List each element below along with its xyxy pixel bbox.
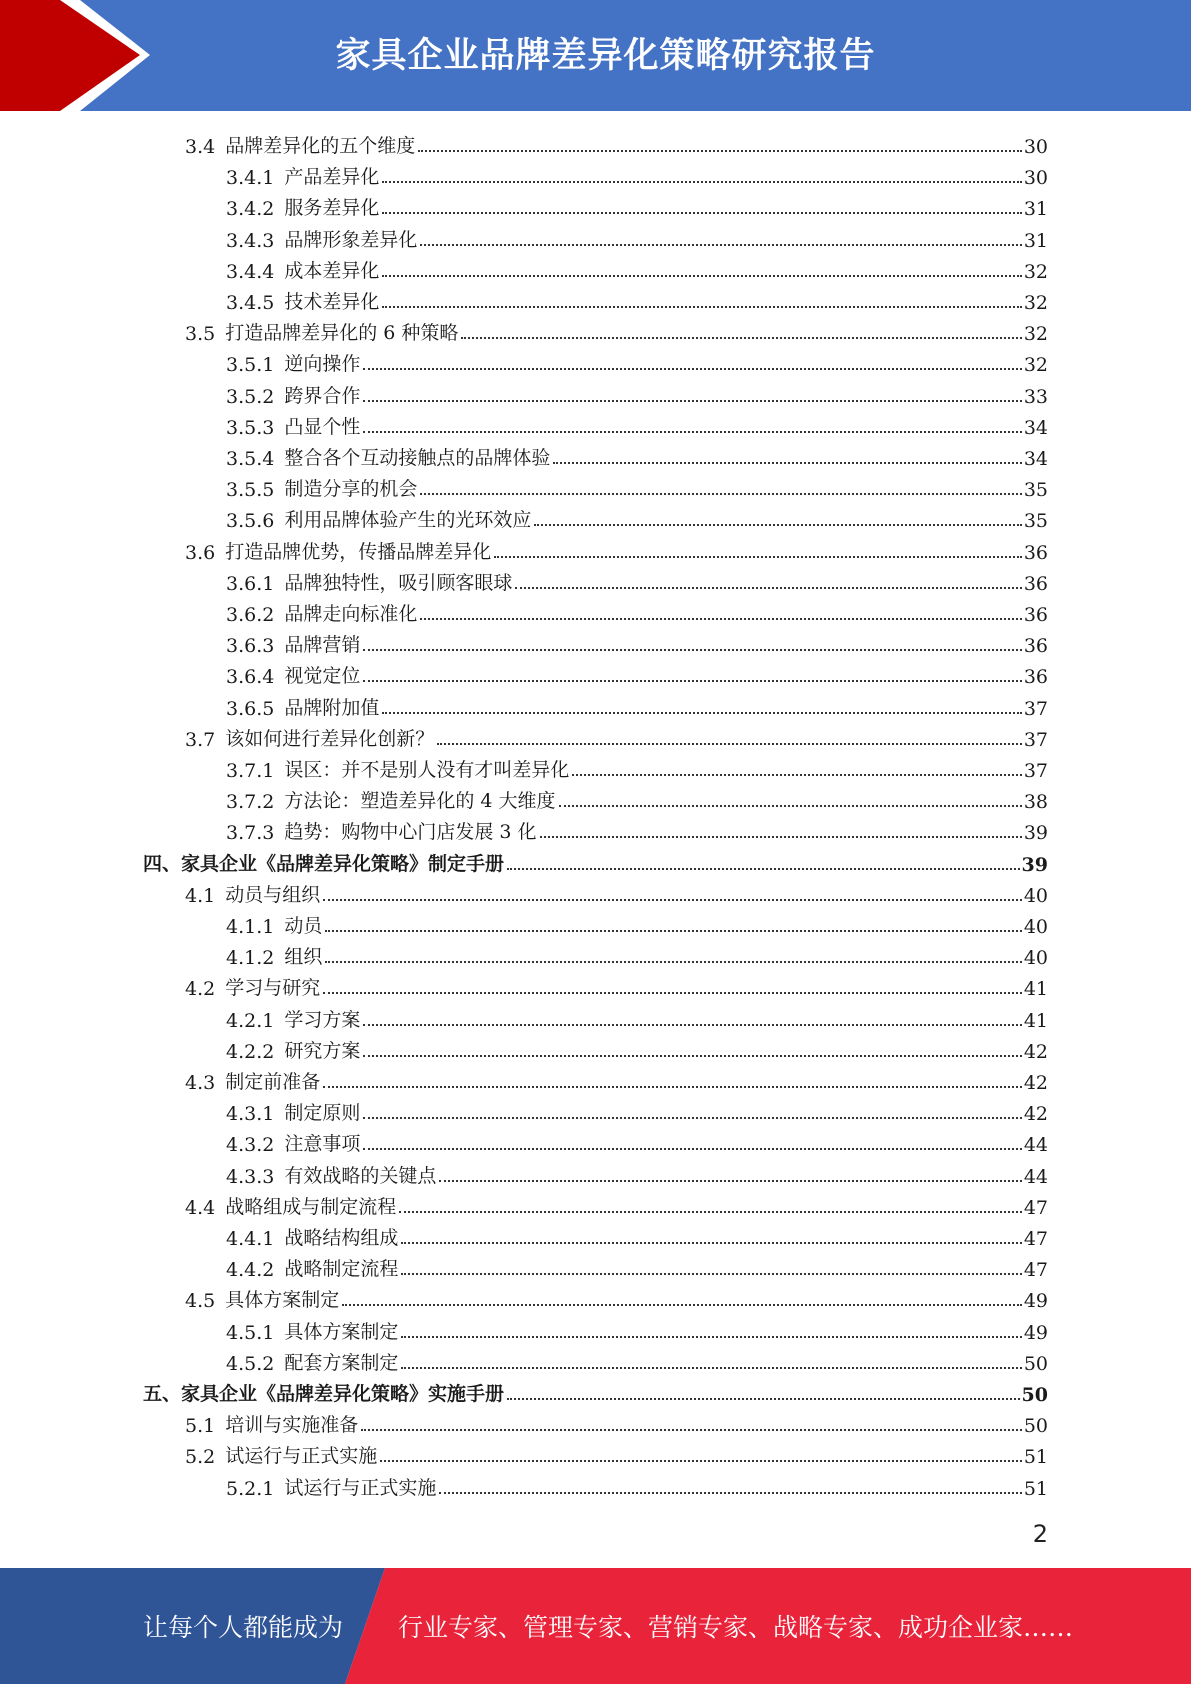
toc-dot-leader [401, 1242, 1021, 1244]
toc-entry-number: 3.4.2 [226, 198, 275, 221]
toc-entry-number: 3.6.5 [226, 697, 275, 720]
toc-entry-number: 4.1.1 [226, 916, 275, 938]
toc-entry-title: 品牌营销 [284, 634, 361, 657]
footer-slogan-left: 让每个人都能成为 [143, 1613, 344, 1642]
toc-entry-title: 具体方案制定 [284, 1320, 399, 1343]
toc-entry-number: 3.5 [185, 323, 216, 346]
toc-entry[interactable] [226, 689, 1048, 720]
toc-entry-title: 品牌差异化的五个维度 [225, 135, 416, 157]
toc-entry[interactable] [226, 1250, 1048, 1281]
toc-entry[interactable] [185, 1188, 1048, 1219]
toc-entry[interactable] [226, 345, 1048, 376]
toc-dot-leader [363, 431, 1021, 433]
toc-entry-page: 36 [1023, 572, 1048, 595]
toc-entry-number: 4.3 [185, 1072, 216, 1094]
toc-dot-leader [399, 1211, 1022, 1213]
toc-dot-leader [559, 805, 1022, 807]
document-title: 家具企业品牌差异化策略研究报告 [335, 36, 876, 76]
toc-entry-page: 47 [1023, 1259, 1048, 1282]
toc-entry-page: 41 [1023, 1009, 1048, 1032]
toc-entry-title: 趋势：购物中心门店发展 3 化 [284, 821, 537, 844]
toc-entry-page: 35 [1023, 479, 1048, 502]
toc-entry-page: 39 [1021, 853, 1048, 876]
toc-entry-number: 四、 [143, 852, 182, 875]
toc-entry[interactable] [226, 595, 1048, 626]
toc-dot-leader [382, 212, 1021, 214]
toc-entry-number: 3.6.1 [226, 572, 275, 595]
toc-entry-page: 36 [1023, 666, 1048, 689]
toc-entry[interactable] [226, 252, 1048, 283]
toc-entry[interactable] [185, 1063, 1048, 1094]
toc-entry[interactable] [226, 283, 1048, 314]
toc-entry-number: 3.7.3 [226, 822, 275, 845]
page-header [0, 0, 1191, 111]
toc-entry-number: 4.1 [185, 884, 216, 907]
toc-entry-number: 五、 [143, 1383, 182, 1405]
toc-entry[interactable] [226, 1469, 1048, 1500]
toc-dot-leader [361, 1429, 1022, 1431]
toc-entry-title: 品牌形象差异化 [284, 228, 418, 251]
toc-dot-leader [323, 992, 1022, 994]
toc-dot-leader [363, 1024, 1021, 1026]
toc-entry-number: 4.4 [185, 1196, 216, 1219]
toc-dot-leader [553, 462, 1021, 464]
toc-entry-title: 逆向操作 [284, 353, 361, 376]
toc-entry-page: 36 [1023, 604, 1048, 626]
toc-entry-number: 4.2 [185, 978, 216, 1001]
toc-entry[interactable] [226, 1313, 1048, 1344]
toc-entry-page: 50 [1023, 1352, 1048, 1375]
toc-entry-title: 打造品牌优势，传播品牌差异化 [225, 540, 492, 563]
toc-dot-leader [382, 181, 1021, 183]
toc-entry[interactable] [226, 408, 1048, 439]
toc-entry-title: 品牌附加值 [284, 696, 380, 719]
toc-entry[interactable] [226, 501, 1048, 532]
toc-dot-leader [363, 400, 1021, 402]
toc-dot-leader [439, 1180, 1021, 1182]
toc-dot-leader [507, 868, 1020, 870]
toc-dot-leader [382, 712, 1021, 714]
toc-entry-page: 51 [1023, 1446, 1048, 1469]
toc-entry[interactable] [226, 470, 1048, 501]
toc-entry[interactable] [185, 1406, 1048, 1437]
toc-entry-title: 战略结构组成 [284, 1227, 399, 1249]
toc-dot-leader [363, 1117, 1021, 1119]
toc-entry-page: 44 [1023, 1165, 1048, 1188]
toc-entry[interactable] [226, 158, 1048, 189]
toc-entry-title: 战略制定流程 [284, 1258, 399, 1281]
toc-entry-number: 3.7.2 [226, 791, 275, 814]
toc-entry-title: 视觉定位 [284, 665, 361, 688]
toc-entry-number: 4.5.2 [226, 1352, 275, 1375]
toc-entry-page: 33 [1023, 385, 1048, 408]
toc-entry-number: 4.4.2 [226, 1259, 275, 1282]
toc-entry-page: 42 [1023, 1040, 1048, 1063]
toc-entry-number: 3.5.4 [226, 448, 275, 470]
toc-dot-leader [325, 930, 1021, 932]
toc-dot-leader [534, 524, 1021, 526]
toc-dot-leader [420, 244, 1021, 246]
toc-entry-title: 培训与实施准备 [225, 1414, 359, 1437]
toc-entry-number: 3.4 [185, 136, 216, 158]
toc-entry-title: 产品差异化 [284, 166, 380, 189]
toc-entry-page: 34 [1023, 416, 1048, 439]
toc-entry-number: 3.4.1 [226, 167, 275, 190]
toc-entry-title: 学习与研究 [225, 977, 321, 1000]
toc-entry[interactable] [226, 1032, 1048, 1063]
toc-entry-title: 凸显个性 [284, 415, 361, 438]
toc-entry-title: 整合各个互动接触点的品牌体验 [284, 447, 551, 469]
toc-entry[interactable] [226, 938, 1048, 969]
toc-entry-number: 5.1 [185, 1415, 216, 1438]
toc-entry-title: 学习方案 [284, 1008, 361, 1031]
toc-entry-page: 51 [1023, 1477, 1048, 1500]
toc-entry-title: 品牌独特性，吸引顾客眼球 [284, 571, 513, 594]
toc-dot-leader [507, 1398, 1020, 1400]
toc-dot-leader [363, 680, 1021, 682]
toc-entry-page: 31 [1023, 229, 1048, 252]
toc-dot-leader [380, 1460, 1022, 1462]
toc-entry-title: 该如何进行差异化创新？ [225, 727, 435, 750]
toc-entry[interactable] [226, 564, 1048, 595]
toc-entry-title: 跨界合作 [284, 384, 361, 407]
toc-entry-number: 3.6 [185, 541, 216, 564]
toc-dot-leader [382, 306, 1021, 308]
toc-entry-title: 试运行与正式实施 [284, 1476, 437, 1499]
toc-entry-number: 3.4.3 [226, 229, 275, 252]
toc-entry[interactable] [226, 377, 1048, 408]
toc-entry-title: 配套方案制定 [284, 1351, 399, 1374]
toc-entry-page: 32 [1023, 323, 1048, 346]
toc-entry-number: 3.5.3 [226, 416, 275, 439]
toc-dot-leader [325, 961, 1021, 963]
toc-dot-leader [418, 150, 1022, 152]
toc-entry-title: 动员与组织 [225, 883, 321, 906]
page-number: 2 [1032, 1520, 1048, 1548]
toc-entry-title: 家具企业《品牌差异化策略》实施手册 [181, 1383, 505, 1405]
toc-entry-page: 40 [1023, 916, 1048, 938]
footer-slogan-right: 行业专家、管理专家、营销专家、战略专家、成功企业家…… [398, 1613, 1074, 1642]
toc-entry[interactable] [226, 657, 1048, 688]
toc-entry[interactable] [185, 969, 1048, 1000]
toc-dot-leader [515, 587, 1021, 589]
toc-entry-page: 37 [1023, 728, 1048, 751]
toc-entry-number: 4.1.2 [226, 947, 275, 970]
toc-entry[interactable] [226, 1001, 1048, 1032]
toc-entry[interactable] [185, 127, 1048, 158]
toc-entry-title: 有效战略的关键点 [284, 1164, 437, 1187]
toc-dot-leader [342, 1304, 1022, 1306]
toc-entry-page: 32 [1023, 354, 1048, 377]
toc-entry-page: 38 [1023, 791, 1048, 814]
toc-entry-title: 成本差异化 [284, 259, 380, 282]
toc-chapter-entry[interactable] [143, 845, 1048, 876]
toc-entry[interactable] [226, 1157, 1048, 1188]
toc-entry[interactable] [226, 813, 1048, 844]
toc-dot-leader [439, 1492, 1021, 1494]
toc-dot-leader [461, 337, 1021, 339]
toc-entry-page: 40 [1023, 947, 1048, 970]
toc-entry-title: 动员 [284, 915, 323, 937]
toc-entry-title: 具体方案制定 [225, 1289, 340, 1312]
toc-chapter-entry[interactable] [143, 1375, 1048, 1406]
toc-entry[interactable] [185, 1281, 1048, 1312]
toc-entry-page: 36 [1023, 541, 1048, 564]
toc-entry-number: 3.5.6 [226, 510, 275, 533]
toc-entry-page: 47 [1023, 1228, 1048, 1250]
toc-entry-number: 4.2.1 [226, 1009, 275, 1032]
toc-entry-title: 品牌走向标准化 [284, 603, 418, 625]
toc-entry-page: 37 [1023, 697, 1048, 720]
toc-entry-page: 41 [1023, 978, 1048, 1001]
toc-entry[interactable] [185, 314, 1048, 345]
toc-dot-leader [420, 618, 1021, 620]
toc-dot-leader [420, 493, 1021, 495]
toc-entry-number: 3.5.1 [226, 354, 275, 377]
toc-entry-number: 4.5.1 [226, 1321, 275, 1344]
toc-entry-page: 31 [1023, 198, 1048, 221]
toc-entry[interactable] [226, 626, 1048, 657]
toc-entry-page: 42 [1023, 1072, 1048, 1094]
toc-dot-leader [323, 1086, 1022, 1088]
toc-dot-leader [401, 1336, 1021, 1338]
toc-dot-leader [401, 1367, 1021, 1369]
toc-entry-number: 4.3.3 [226, 1165, 275, 1188]
toc-dot-leader [323, 899, 1022, 901]
toc-entry-page: 30 [1023, 136, 1048, 158]
toc-entry[interactable] [226, 782, 1048, 813]
toc-entry-page: 40 [1023, 884, 1048, 907]
toc-entry[interactable] [226, 1344, 1048, 1375]
toc-entry[interactable] [185, 876, 1048, 907]
page-footer [0, 1568, 1191, 1684]
toc-entry-number: 4.3.1 [226, 1103, 275, 1126]
toc-dot-leader [494, 556, 1022, 558]
toc-dot-leader [540, 836, 1022, 838]
toc-entry-page: 49 [1023, 1321, 1048, 1344]
toc-entry-title: 研究方案 [284, 1039, 361, 1062]
toc-entry-title: 制造分享的机会 [284, 478, 418, 501]
toc-entry-title: 组织 [284, 946, 323, 969]
toc-entry-page: 37 [1023, 760, 1048, 782]
toc-dot-leader [363, 368, 1021, 370]
toc-entry-title: 利用品牌体验产生的光环效应 [284, 509, 532, 532]
toc-entry-title: 服务差异化 [284, 197, 380, 220]
toc-dot-leader [363, 1055, 1021, 1057]
toc-entry-title: 家具企业《品牌差异化策略》制定手册 [181, 852, 505, 875]
toc-entry-page: 36 [1023, 635, 1048, 658]
toc-entry-title: 战略组成与制定流程 [225, 1195, 397, 1218]
toc-entry-page: 35 [1023, 510, 1048, 533]
toc-entry-title: 技术差异化 [284, 291, 380, 313]
toc-dot-leader [382, 275, 1021, 277]
toc-entry-number: 3.6.2 [226, 604, 275, 626]
toc-entry-number: 3.6.3 [226, 635, 275, 658]
toc-entry[interactable] [185, 533, 1048, 564]
toc-entry[interactable] [226, 1094, 1048, 1125]
toc-entry-number: 5.2.1 [226, 1477, 275, 1500]
toc-entry-page: 44 [1023, 1134, 1048, 1157]
toc-entry-page: 30 [1023, 167, 1048, 190]
toc-entry-number: 3.5.2 [226, 385, 275, 408]
toc-entry-title: 误区：并不是别人没有才叫差异化 [284, 759, 570, 781]
toc-entry-number: 3.4.5 [226, 292, 275, 314]
toc-entry-number: 5.2 [185, 1446, 216, 1469]
toc-entry-page: 50 [1023, 1415, 1048, 1438]
toc-entry-page: 39 [1023, 822, 1048, 845]
toc-entry[interactable] [226, 751, 1048, 782]
toc-entry[interactable] [226, 221, 1048, 252]
toc-dot-leader [401, 1273, 1021, 1275]
toc-entry-title: 试运行与正式实施 [225, 1445, 378, 1468]
toc-entry-page: 50 [1021, 1384, 1048, 1406]
toc-entry-number: 3.5.5 [226, 479, 275, 502]
toc-entry-page: 32 [1023, 292, 1048, 314]
toc-entry-page: 47 [1023, 1196, 1048, 1219]
toc-dot-leader [437, 743, 1022, 745]
toc-entry-page: 34 [1023, 448, 1048, 470]
toc-entry-number: 3.4.4 [226, 260, 275, 283]
toc-entry[interactable] [185, 720, 1048, 751]
toc-entry-title: 制定原则 [284, 1102, 361, 1125]
toc-entry[interactable] [185, 1437, 1048, 1468]
toc-dot-leader [363, 649, 1021, 651]
toc-entry-title: 方法论：塑造差异化的 4 大维度 [284, 790, 556, 813]
toc-entry-number: 4.3.2 [226, 1134, 275, 1157]
toc-entry-number: 4.2.2 [226, 1040, 275, 1063]
toc-entry-number: 3.7 [185, 728, 216, 751]
toc-entry-title: 注意事项 [284, 1133, 361, 1156]
toc-entry[interactable] [226, 189, 1048, 220]
toc-entry-page: 42 [1023, 1103, 1048, 1126]
toc-entry-number: 3.7.1 [226, 760, 275, 782]
toc-entry[interactable] [226, 439, 1048, 470]
toc-entry-number: 3.6.4 [226, 666, 275, 689]
toc-entry[interactable] [226, 1125, 1048, 1156]
toc-dot-leader [572, 774, 1021, 776]
toc-entry-page: 49 [1023, 1290, 1048, 1313]
toc-entry-number: 4.4.1 [226, 1228, 275, 1250]
toc-entry[interactable] [226, 907, 1048, 938]
toc-dot-leader [363, 1148, 1021, 1150]
toc-entry-number: 4.5 [185, 1290, 216, 1313]
toc-entry-title: 制定前准备 [225, 1071, 321, 1093]
toc-entry-title: 打造品牌差异化的 6 种策略 [225, 322, 459, 345]
toc-entry-page: 32 [1023, 260, 1048, 283]
toc-entry[interactable] [226, 1219, 1048, 1250]
